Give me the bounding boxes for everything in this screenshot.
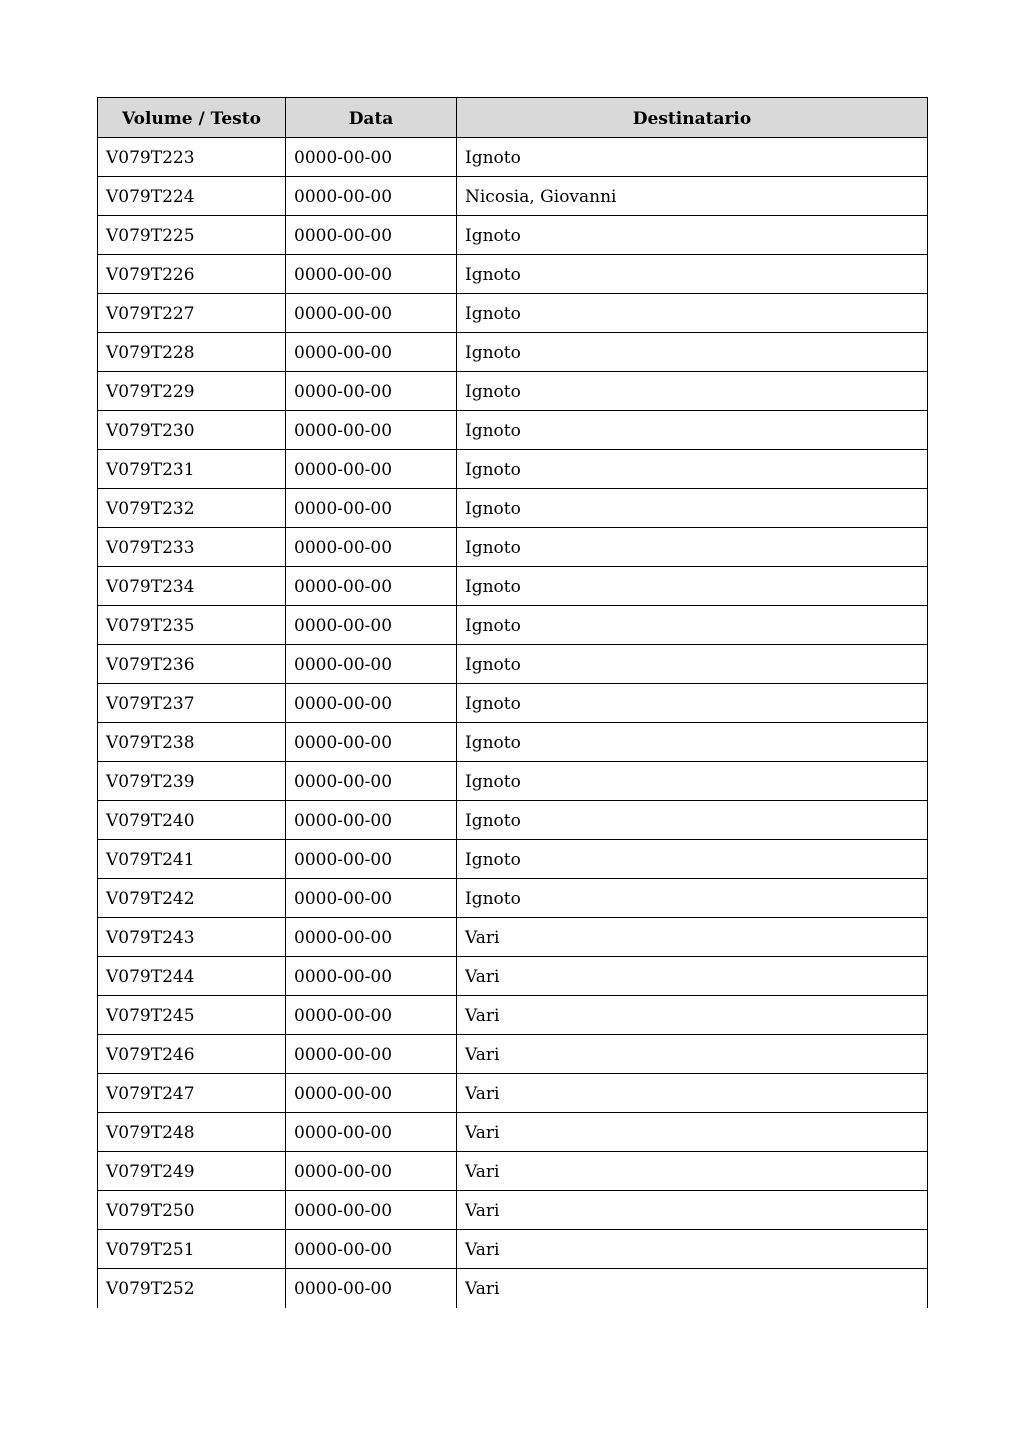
cell-volume-testo: V079T241 — [98, 840, 286, 879]
cell-destinatario: Nicosia, Giovanni — [457, 177, 928, 216]
cell-destinatario: Vari — [457, 1035, 928, 1074]
table-row — [98, 723, 928, 762]
table-row — [98, 489, 928, 528]
cell-data: 0000-00-00 — [286, 333, 457, 372]
cell-data: 0000-00-00 — [286, 996, 457, 1035]
cell-data: 0000-00-00 — [286, 177, 457, 216]
cell-destinatario: Ignoto — [457, 645, 928, 684]
table-row — [98, 567, 928, 606]
cell-destinatario: Vari — [457, 1269, 928, 1308]
cell-destinatario: Ignoto — [457, 294, 928, 333]
cell-data: 0000-00-00 — [286, 567, 457, 606]
cell-volume-testo: V079T245 — [98, 996, 286, 1035]
table-row — [98, 1191, 928, 1230]
cell-volume-testo: V079T223 — [98, 138, 286, 177]
cell-volume-testo: V079T247 — [98, 1074, 286, 1113]
table-row — [98, 918, 928, 957]
table-row — [98, 1152, 928, 1191]
cell-data: 0000-00-00 — [286, 918, 457, 957]
cell-destinatario: Ignoto — [457, 684, 928, 723]
cell-data: 0000-00-00 — [286, 801, 457, 840]
cell-data: 0000-00-00 — [286, 528, 457, 567]
cell-destinatario: Ignoto — [457, 528, 928, 567]
cell-volume-testo: V079T251 — [98, 1230, 286, 1269]
cell-volume-testo: V079T249 — [98, 1152, 286, 1191]
cell-data: 0000-00-00 — [286, 489, 457, 528]
table-row — [98, 840, 928, 879]
cell-volume-testo: V079T232 — [98, 489, 286, 528]
cell-data: 0000-00-00 — [286, 879, 457, 918]
table-row — [98, 684, 928, 723]
cell-data: 0000-00-00 — [286, 216, 457, 255]
cell-volume-testo: V079T248 — [98, 1113, 286, 1152]
cell-data: 0000-00-00 — [286, 1035, 457, 1074]
cell-volume-testo: V079T235 — [98, 606, 286, 645]
cell-volume-testo: V079T224 — [98, 177, 286, 216]
cell-destinatario: Ignoto — [457, 801, 928, 840]
cell-destinatario: Ignoto — [457, 840, 928, 879]
table-row — [98, 372, 928, 411]
table-row — [98, 762, 928, 801]
table-row — [98, 216, 928, 255]
cell-volume-testo: V079T237 — [98, 684, 286, 723]
cell-destinatario: Vari — [457, 1074, 928, 1113]
cell-data: 0000-00-00 — [286, 762, 457, 801]
cell-data: 0000-00-00 — [286, 1191, 457, 1230]
table-row — [98, 645, 928, 684]
cell-volume-testo: V079T244 — [98, 957, 286, 996]
cell-data: 0000-00-00 — [286, 294, 457, 333]
table-row — [98, 606, 928, 645]
cell-destinatario: Vari — [457, 957, 928, 996]
cell-destinatario: Ignoto — [457, 216, 928, 255]
cell-data: 0000-00-00 — [286, 1074, 457, 1113]
cell-data: 0000-00-00 — [286, 1113, 457, 1152]
table-row — [98, 1269, 928, 1308]
header-data: Data — [286, 98, 457, 138]
cell-data: 0000-00-00 — [286, 411, 457, 450]
cell-volume-testo: V079T236 — [98, 645, 286, 684]
cell-data: 0000-00-00 — [286, 957, 457, 996]
cell-data: 0000-00-00 — [286, 645, 457, 684]
header-row — [98, 98, 928, 138]
cell-volume-testo: V079T239 — [98, 762, 286, 801]
table-row — [98, 957, 928, 996]
cell-destinatario: Ignoto — [457, 138, 928, 177]
table-row — [98, 801, 928, 840]
cell-data: 0000-00-00 — [286, 450, 457, 489]
cell-volume-testo: V079T252 — [98, 1269, 286, 1308]
cell-destinatario: Vari — [457, 996, 928, 1035]
table-row — [98, 333, 928, 372]
cell-destinatario: Vari — [457, 918, 928, 957]
cell-destinatario: Vari — [457, 1191, 928, 1230]
cell-destinatario: Ignoto — [457, 606, 928, 645]
cell-destinatario: Vari — [457, 1230, 928, 1269]
cell-destinatario: Ignoto — [457, 567, 928, 606]
cell-data: 0000-00-00 — [286, 1230, 457, 1269]
table-row — [98, 411, 928, 450]
cell-data: 0000-00-00 — [286, 372, 457, 411]
cell-destinatario: Ignoto — [457, 489, 928, 528]
table-row — [98, 1035, 928, 1074]
header-volume-testo: Volume / Testo — [98, 98, 286, 138]
cell-destinatario: Ignoto — [457, 450, 928, 489]
table-row — [98, 255, 928, 294]
table-row — [98, 528, 928, 567]
table-row — [98, 1113, 928, 1152]
cell-destinatario: Ignoto — [457, 372, 928, 411]
cell-data: 0000-00-00 — [286, 723, 457, 762]
table-body — [98, 138, 928, 1308]
table-row — [98, 294, 928, 333]
cell-volume-testo: V079T234 — [98, 567, 286, 606]
register-table — [97, 97, 928, 1308]
cell-volume-testo: V079T242 — [98, 879, 286, 918]
table-row — [98, 996, 928, 1035]
cell-volume-testo: V079T226 — [98, 255, 286, 294]
header-destinatario: Destinatario — [457, 98, 928, 138]
cell-volume-testo: V079T238 — [98, 723, 286, 762]
cell-volume-testo: V079T227 — [98, 294, 286, 333]
table-row — [98, 138, 928, 177]
table-row — [98, 1230, 928, 1269]
cell-volume-testo: V079T229 — [98, 372, 286, 411]
cell-volume-testo: V079T233 — [98, 528, 286, 567]
cell-data: 0000-00-00 — [286, 684, 457, 723]
cell-data: 0000-00-00 — [286, 840, 457, 879]
cell-data: 0000-00-00 — [286, 1152, 457, 1191]
cell-destinatario: Ignoto — [457, 333, 928, 372]
cell-volume-testo: V079T230 — [98, 411, 286, 450]
cell-destinatario: Ignoto — [457, 255, 928, 294]
cell-destinatario: Vari — [457, 1113, 928, 1152]
cell-destinatario: Ignoto — [457, 762, 928, 801]
cell-destinatario: Vari — [457, 1152, 928, 1191]
table-row — [98, 177, 928, 216]
cell-destinatario: Ignoto — [457, 723, 928, 762]
cell-volume-testo: V079T225 — [98, 216, 286, 255]
cell-volume-testo: V079T240 — [98, 801, 286, 840]
table-header — [98, 98, 928, 138]
table-row — [98, 450, 928, 489]
cell-volume-testo: V079T243 — [98, 918, 286, 957]
cell-destinatario: Ignoto — [457, 411, 928, 450]
cell-data: 0000-00-00 — [286, 255, 457, 294]
cell-volume-testo: V079T250 — [98, 1191, 286, 1230]
cell-volume-testo: V079T228 — [98, 333, 286, 372]
cell-data: 0000-00-00 — [286, 606, 457, 645]
cell-volume-testo: V079T231 — [98, 450, 286, 489]
cell-destinatario: Ignoto — [457, 879, 928, 918]
cell-data: 0000-00-00 — [286, 1269, 457, 1308]
cell-data: 0000-00-00 — [286, 138, 457, 177]
table-row — [98, 879, 928, 918]
cell-volume-testo: V079T246 — [98, 1035, 286, 1074]
table-row — [98, 1074, 928, 1113]
